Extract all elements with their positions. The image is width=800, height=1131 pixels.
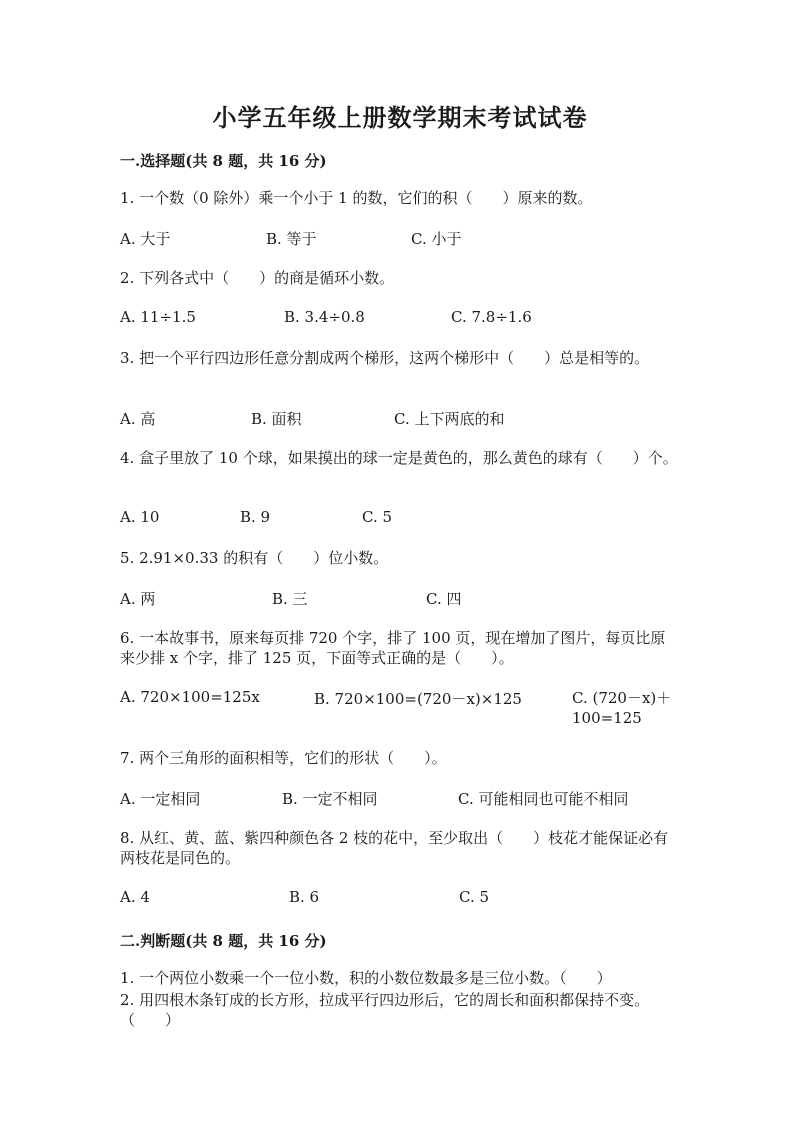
- judgment-2: 2. 用四根木条钉成的长方形，拉成平行四边形后，它的周长和面积都保持不变。（ ）: [120, 991, 650, 1029]
- question-3: 3. 把一个平行四边形任意分割成两个梯形，这两个梯形中（ ）总是相等的。: [120, 349, 650, 367]
- question-2: 2. 下列各式中（ ）的商是循环小数。: [120, 269, 395, 287]
- section-heading-choice: 一.选择题(共 8 题，共 16 分): [120, 152, 327, 170]
- option-c: C. 7.8÷1.6: [451, 308, 532, 326]
- option-c: C. 上下两底的和: [394, 410, 505, 428]
- option-a: A. 大于: [120, 230, 171, 248]
- option-b: B. 一定不相同: [282, 790, 378, 808]
- options-row-7: [120, 788, 700, 810]
- option-a: A. 两: [120, 590, 156, 608]
- option-b: B. 等于: [266, 230, 317, 248]
- question-5: 5. 2.91×0.33 的积有（ ）位小数。: [120, 549, 389, 567]
- option-c: C. 5: [362, 508, 393, 526]
- option-c: C. (720－x)＋100=125: [572, 689, 672, 727]
- question-4: 4. 盒子里放了 10 个球，如果摸出的球一定是黄色的，那么黄色的球有（ ）个。: [120, 449, 678, 467]
- section-heading-judgment: 二.判断题(共 8 题，共 16 分): [120, 932, 327, 950]
- option-b: B. 6: [289, 888, 320, 906]
- option-c: C. 可能相同也可能不相同: [458, 790, 629, 808]
- options-row-4: [120, 508, 700, 530]
- option-b: B. 3.4÷0.8: [284, 308, 365, 326]
- option-b: B. 9: [240, 508, 271, 526]
- option-b: B. 720×100=(720－x)×125: [314, 690, 522, 708]
- option-b: B. 三: [272, 590, 308, 608]
- options-row-8: [120, 888, 700, 910]
- options-row-3: [120, 408, 700, 430]
- question-6: 6. 一本故事书，原来每页排 720 个字，排了 100 页，现在增加了图片，每页比原来少排 x 个字，排了 125 页，下面等式正确的是（ ）。: [120, 629, 666, 667]
- option-a: A. 11÷1.5: [120, 308, 196, 326]
- option-b: B. 面积: [251, 410, 302, 428]
- options-row-5: [120, 588, 700, 610]
- options-row-1: [120, 228, 700, 250]
- option-c: C. 小于: [411, 230, 462, 248]
- question-7: 7. 两个三角形的面积相等，它们的形状（ ）。: [120, 749, 447, 767]
- option-a: A. 4: [120, 888, 150, 906]
- option-a: A. 10: [120, 508, 160, 526]
- judgment-1: 1. 一个两位小数乘一个一位小数，积的小数位数最多是三位小数。（ ）: [120, 969, 612, 987]
- option-c: C. 四: [426, 590, 462, 608]
- options-row-2: [120, 308, 700, 330]
- option-a: A. 一定相同: [120, 790, 201, 808]
- option-a: A. 720×100=125x: [120, 688, 260, 706]
- question-8: 8. 从红、黄、蓝、紫四种颜色各 2 枝的花中，至少取出（ ）枝花才能保证必有两枝花是同色的。: [120, 829, 669, 867]
- question-1: 1. 一个数（0 除外）乘一个小于 1 的数，它们的积（ ）原来的数。: [120, 189, 593, 207]
- option-a: A. 高: [120, 410, 156, 428]
- page-title: 小学五年级上册数学期末考试试卷: [212, 103, 588, 132]
- option-c: C. 5: [459, 888, 490, 906]
- options-row-6: [120, 688, 700, 730]
